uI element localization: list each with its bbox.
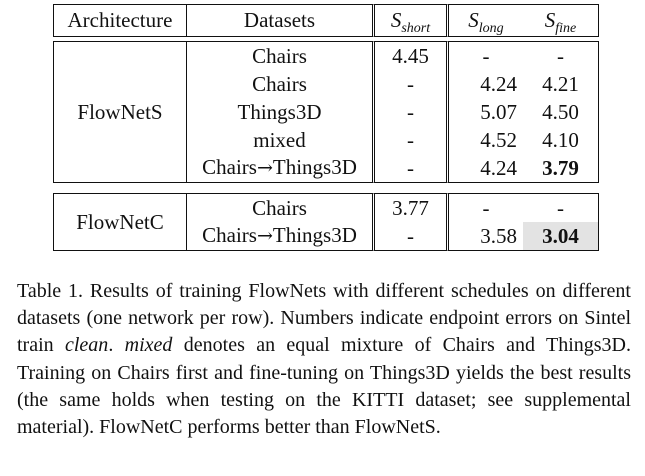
s-long-cell: 4.24 [449,154,523,183]
dataset-cell: Chairs→Things3D [187,154,375,183]
s-fine-cell: 4.10 [523,126,599,154]
right-arrow-icon: → [256,157,273,179]
s-long-cell: 4.52 [480,127,517,152]
s-short-cell: - [375,222,449,251]
dataset-cell: Things3D [187,98,375,126]
s-fine-cell-best-highlighted: 3.04 [523,222,599,251]
s-short-cell: - [375,70,449,98]
table-flownets [53,41,599,183]
header-s-short: $S_{short}$ [375,4,449,37]
s-short-cell: - [375,154,449,183]
dataset-cell: Chairs→Things3D [187,222,375,251]
s-short-cell: - [375,126,449,154]
flownets-label: FlowNetS [53,41,187,183]
s-short-cell: - [375,98,449,126]
s-long-cell: - [449,41,523,70]
s-fine-cell-best: 3.79 [523,154,599,183]
s-fine-cell: - [523,193,599,222]
s-short-cell: 4.45 [375,41,449,70]
s-fine-cell: - [523,41,599,70]
table-row [53,193,599,222]
header-architecture: Architecture [53,4,187,37]
table-row [53,41,599,70]
s-long-cell: 3.58 [449,222,523,251]
flownetc-label: FlowNetC [53,193,187,251]
table-caption: Table 1. Results of training FlowNets with different schedules on different datasets (one network per row). Numbers indicate endpoint errors on Sintel train clean. mixed denotes an equal mixture of Chairs and Things3D. Training on Chairs first and fine-tuning on Things3D yields the best results (the same holds when testing on the KITTI dataset; see supplemental material). FlowNetC performs better than FlowNetS. [17,280,632,439]
s-long-cell: 5.07 [480,99,517,124]
table-flownetc [53,193,599,251]
header-s-long: $S_{long}$ [449,4,523,37]
header-datasets: Datasets [187,4,375,37]
header-s-fine: $S_{fine}$ [523,4,599,37]
dataset-cell: Chairs [187,193,375,222]
s-long-cell: - [449,193,523,222]
dataset-cell: Chairs [187,41,375,70]
s-fine-cell: 4.50 [523,98,599,126]
right-arrow-icon: → [256,225,273,247]
dataset-cell: mixed [187,126,375,154]
s-short-cell: 3.77 [375,193,449,222]
dataset-cell: Chairs [187,70,375,98]
s-fine-cell: 4.21 [523,70,599,98]
s-long-cell: 4.24 [480,71,517,96]
table-header [53,4,599,37]
